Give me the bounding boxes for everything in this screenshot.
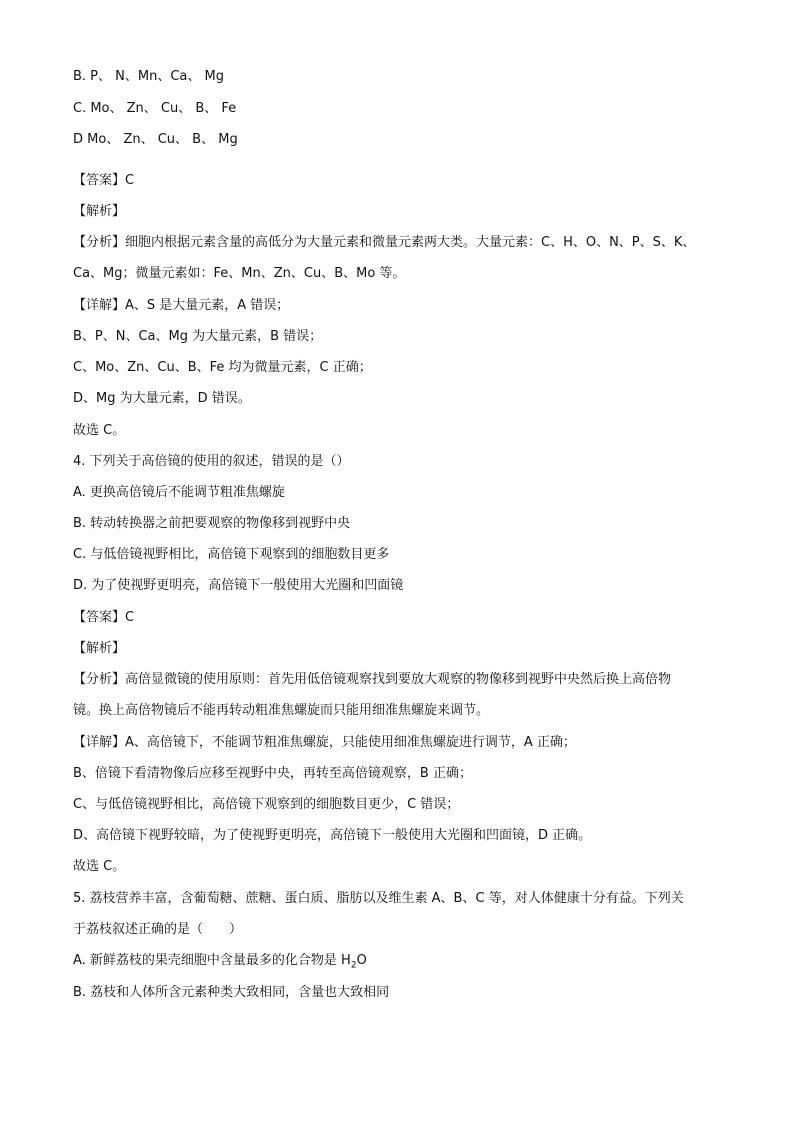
q4-answer-label: 【答案】C <box>73 610 135 625</box>
q4-option-d: D. 为了使视野更明亮，高倍镜下一般使用大光圈和凹面镜 <box>73 578 404 593</box>
option-c: C. Mo、 Zn、 Cu、 B、 Fe <box>73 101 237 116</box>
subscript: 2 <box>350 960 357 971</box>
option-b: B. P、 N、Mn、Ca、 Mg <box>73 69 224 84</box>
analysis-text-cont: Ca、Mg；微量元素如：Fe、Mn、Zn、Cu、B、Mo 等。 <box>73 266 406 281</box>
detail-a: 【详解】A、S 是大量元素，A 错误； <box>73 298 290 313</box>
q4-detail-a: 【详解】A、高倍镜下，不能调节粗准焦螺旋，只能使用细准焦螺旋进行调节，A 正确； <box>73 735 576 750</box>
question-5-cont: 于荔枝叙述正确的是（ ） <box>73 922 243 937</box>
detail-d: D、Mg 为大量元素，D 错误。 <box>73 391 251 406</box>
q5-option-b: B. 荔枝和人体所含元素种类大致相同，含量也大致相同 <box>73 985 390 1000</box>
q4-option-c: C. 与低倍镜视野相比，高倍镜下观察到的细胞数目更多 <box>73 547 390 562</box>
question-5: 5. 荔枝营养丰富，含葡萄糖、蔗糖、蛋白质、脂肪以及维生素 A、B、C 等，对人体健康十分有益。下列关 <box>73 891 684 906</box>
analysis-text: 【分析】细胞内根据元素含量的高低分为大量元素和微量元素两大类。大量元素：C、H、O、N、P、S、K、 <box>73 235 696 250</box>
answer-label: 【答案】C <box>73 173 135 188</box>
q4-analysis-label: 【解析】 <box>73 641 126 656</box>
q4-analysis-text-cont: 镜。换上高倍物镜后不能再转动粗准焦螺旋而只能用细准焦螺旋来调节。 <box>73 703 490 718</box>
q4-detail-b: B、倍镜下看清物像后应移至视野中央，再转至高倍镜观察，B 正确； <box>73 766 472 781</box>
q4-option-b: B. 转动转换器之前把要观察的物像移到视野中央 <box>73 516 351 531</box>
question-4: 4. 下列关于高倍镜的使用的叙述，错误的是（） <box>73 454 350 469</box>
q4-option-a: A. 更换高倍镜后不能调节粗准焦螺旋 <box>73 485 285 500</box>
q4-analysis-text: 【分析】高倍显微镜的使用原则：首先用低倍镜观察找到要放大观察的物像移到视野中央然后换上高倍物 <box>73 672 672 687</box>
q4-detail-d: D、高倍镜下视野较暗，为了使视野更明亮，高倍镜下一般使用大光圈和凹面镜，D 正确。 <box>73 828 592 843</box>
conclusion: 故选 C。 <box>73 423 126 438</box>
analysis-label: 【解析】 <box>73 204 126 219</box>
q4-detail-c: C、与低倍镜视野相比，高倍镜下观察到的细胞数目更少，C 错误； <box>73 797 460 812</box>
detail-b: B、P、N、Ca、Mg 为大量元素，B 错误； <box>73 329 323 344</box>
option-d: D Mo、 Zn、 Cu、 B、 Mg <box>73 132 238 147</box>
q4-conclusion: 故选 C。 <box>73 859 126 874</box>
detail-c: C、Mo、Zn、Cu、B、Fe 均为微量元素，C 正确； <box>73 360 372 375</box>
q5-option-a: A. 新鲜荔枝的果壳细胞中含量最多的化合物是 $H_2O$ <box>73 953 367 971</box>
